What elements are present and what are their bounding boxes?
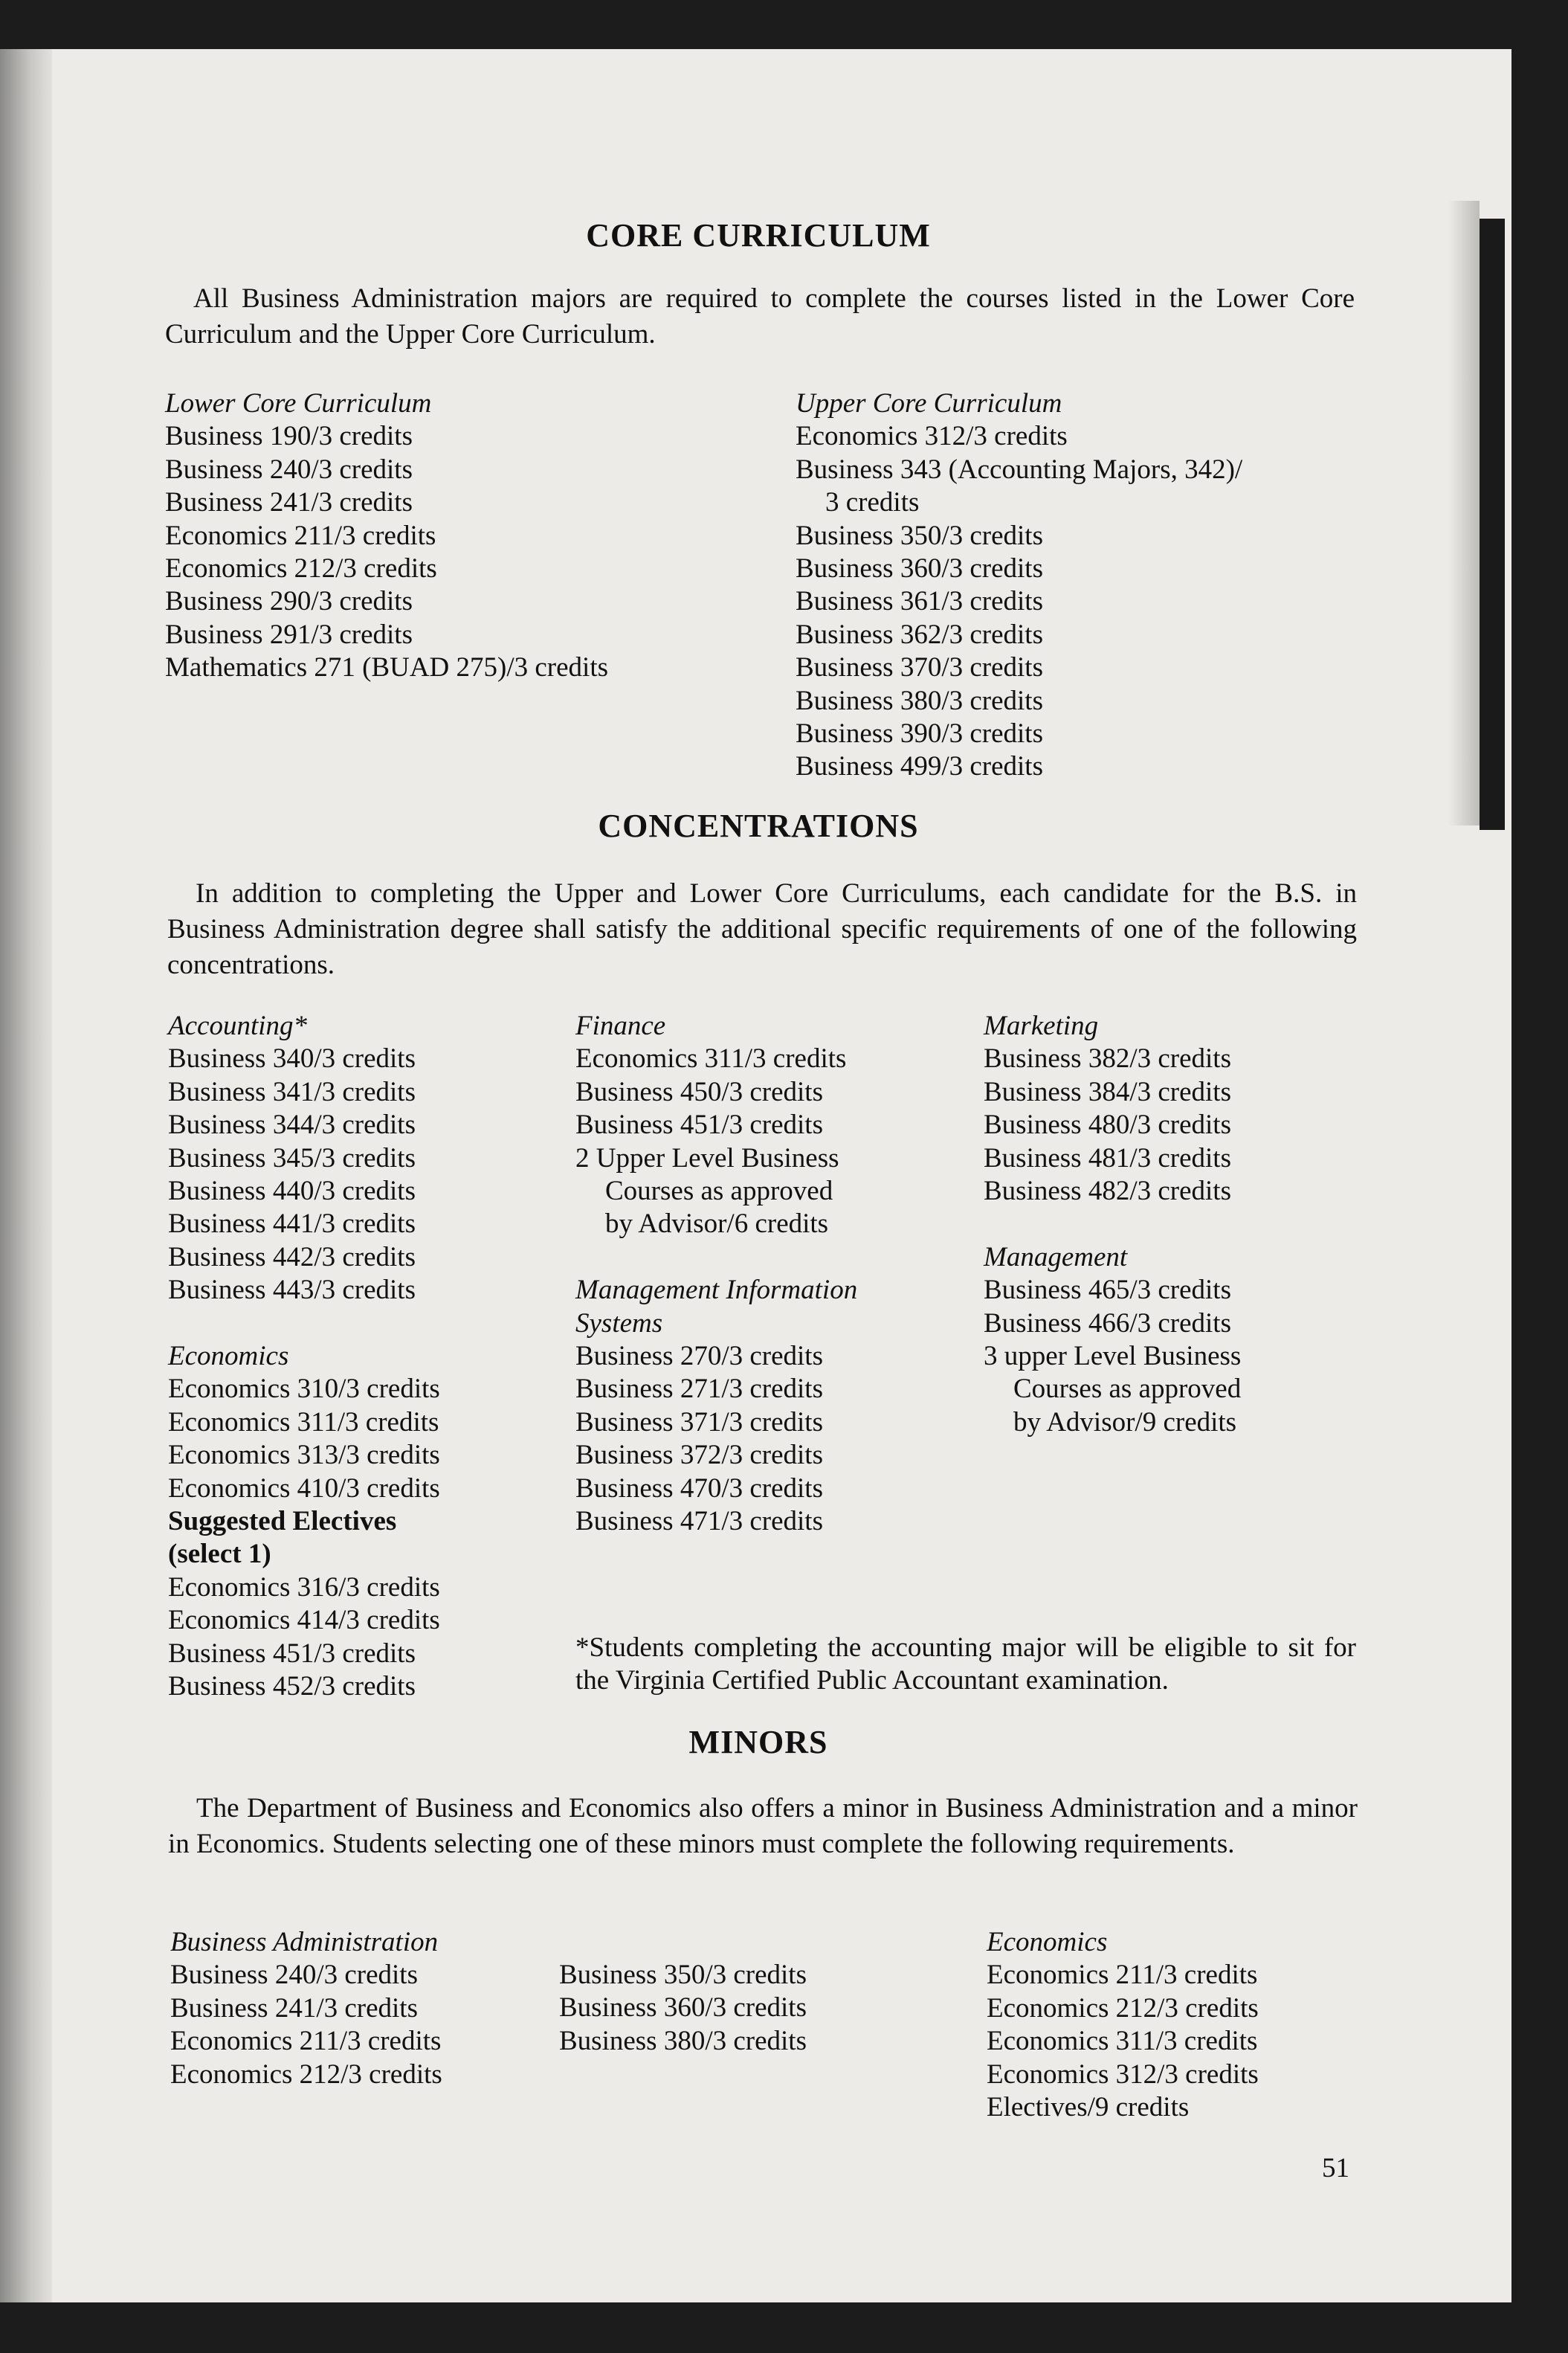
business-admin-minor-column [170,1926,442,2091]
list-item: Business 480/3 credits [984,1110,1231,1141]
list-item: Business 340/3 credits [168,1043,416,1075]
list-item: Business 382/3 credits [984,1043,1231,1075]
list-item: Business 270/3 credits [575,1341,823,1372]
list-item: Business 350/3 credits [796,520,1043,551]
list-item: Economics 313/3 credits [168,1440,440,1471]
list-item: Electives/9 credits [987,2092,1190,2123]
list-item: Business 241/3 credits [170,1992,418,2024]
concentrations-heading: CONCENTRATIONS [598,808,919,844]
list-item: Business 241/3 credits [165,487,413,518]
accounting-column [168,1010,440,1704]
marketing-column [984,1010,1241,1439]
list-item: Business 380/3 credits [559,2025,807,2056]
accounting-heading: Accounting* [168,1011,308,1041]
edge-shadow [1448,201,1480,825]
list-item: Business 343 (Accounting Majors, 342)/ [796,454,1243,485]
list-item: Business 499/3 credits [796,751,1043,782]
spacer [984,1208,1241,1240]
list-item: Economics 212/3 credits [165,553,437,585]
lower-core-column [165,387,608,685]
list-item: Business 443/3 credits [168,1275,416,1306]
spacer [168,1307,440,1340]
list-item: Business 344/3 credits [168,1110,416,1141]
list-item: Business 290/3 credits [165,586,413,617]
list-item: Business 390/3 credits [796,718,1043,750]
list-item: Business 240/3 credits [170,1960,418,1991]
list-item: Economics 212/3 credits [987,1992,1259,2024]
list-item: Business 360/3 credits [559,1992,807,2024]
list-item: Economics 311/3 credits [987,2026,1258,2057]
list-item: Business 465/3 credits [984,1275,1231,1306]
thumb-index-tab [1480,219,1505,830]
lower-core-heading: Lower Core Curriculum [165,388,432,419]
spacer [575,1241,857,1274]
list-item: Economics 310/3 credits [168,1374,440,1405]
accounting-footnote: *Students completing the accounting major will be eligible to sit for the Virginia Certified Public Accountant examination. [575,1632,1356,1696]
marketing-heading: Marketing [984,1011,1099,1041]
business-admin-minor-heading: Business Administration [170,1927,439,1957]
list-item: Business 451/3 credits [168,1638,416,1669]
list-item: Business 380/3 credits [796,685,1043,716]
list-item: Economics 410/3 credits [168,1472,440,1504]
minors-intro: The Department of Business and Economics also offers a minor in Business Administration and a minor in Economics. Students selecting one of these minors must complete the following requirements. [168,1793,1358,1859]
list-item: Business 240/3 credits [165,454,413,485]
list-item: Business 466/3 credits [984,1307,1231,1339]
upper-core-column [796,387,1242,784]
list-item: Business 291/3 credits [165,619,413,650]
economics-heading: Economics [168,1341,289,1372]
list-item: Business 384/3 credits [984,1076,1231,1107]
electives-subheading: (select 1) [168,1539,271,1570]
core-intro: All Business Administration majors are required to complete the courses listed in the Lower Core Curriculum and the Upper Core Curriculum. [165,283,1355,350]
economics-minor-heading: Economics [987,1927,1108,1957]
list-item: Business 450/3 credits [575,1076,823,1107]
upper-core-heading: Upper Core Curriculum [796,388,1062,419]
list-item: Economics 311/3 credits [168,1406,439,1438]
electives-heading: Suggested Electives [168,1506,397,1537]
list-item: Business 441/3 credits [168,1208,416,1240]
list-item-continuation: Courses as approved [1013,1374,1242,1405]
list-item: Economics 211/3 credits [165,520,436,551]
list-item-continuation: 3 credits [825,487,920,518]
list-item: Economics 316/3 credits [168,1571,440,1603]
list-item: Business 470/3 credits [575,1472,823,1504]
list-item: Business 361/3 credits [796,586,1043,617]
mis-heading: Management Information [575,1275,858,1306]
list-item: Business 471/3 credits [575,1506,823,1537]
mis-heading-line-2: Systems [575,1307,663,1339]
economics-minor-column [987,1926,1259,2124]
list-item: Business 350/3 credits [559,1960,807,1990]
list-item: Economics 211/3 credits [987,1960,1258,1991]
list-item: Business 345/3 credits [168,1142,416,1174]
list-item: Business 442/3 credits [168,1241,416,1272]
list-item: Business 451/3 credits [575,1110,823,1141]
list-item: Business 190/3 credits [165,421,413,452]
list-item: Mathematics 271 (BUAD 275)/3 credits [165,652,608,683]
minors-heading: MINORS [688,1724,828,1760]
list-item: Business 482/3 credits [984,1176,1231,1207]
finance-column [575,1010,857,1538]
list-item: 3 upper Level Business [984,1341,1242,1372]
core-curriculum-heading: CORE CURRICULUM [586,217,931,254]
management-heading: Management [984,1241,1128,1272]
business-admin-minor-column-2 [559,1959,807,2058]
list-item-continuation: by Advisor/9 credits [1013,1406,1237,1438]
list-item: Business 362/3 credits [796,619,1043,650]
list-item: Business 440/3 credits [168,1176,416,1207]
list-item: 2 Upper Level Business [575,1142,839,1174]
page-number: 51 [1322,2153,1349,2183]
list-item: Business 341/3 credits [168,1076,416,1107]
list-item: Economics 312/3 credits [796,421,1068,452]
list-item: Business 370/3 credits [796,652,1043,683]
list-item: Economics 211/3 credits [170,2026,442,2057]
list-item: Business 372/3 credits [575,1440,823,1471]
finance-heading: Finance [575,1011,666,1041]
list-item: Business 452/3 credits [168,1671,416,1702]
list-item: Business 371/3 credits [575,1406,823,1438]
list-item: Business 360/3 credits [796,553,1043,585]
list-item: Economics 312/3 credits [987,2059,1259,2090]
list-item: Economics 212/3 credits [170,2059,442,2090]
list-item-continuation: by Advisor/6 credits [605,1208,829,1240]
list-item-continuation: Courses as approved [605,1176,833,1207]
list-item: Business 271/3 credits [575,1374,823,1405]
concentrations-intro: In addition to completing the Upper and Lower Core Curriculums, each candidate for the B.S. in Business Administration degree shall satisfy the additional specific requirements of one of the following concentrations. [167,878,1357,980]
list-item: Economics 414/3 credits [168,1605,440,1636]
list-item: Business 481/3 credits [984,1142,1231,1174]
list-item: Economics 311/3 credits [575,1043,847,1075]
page-binding [0,49,52,2302]
